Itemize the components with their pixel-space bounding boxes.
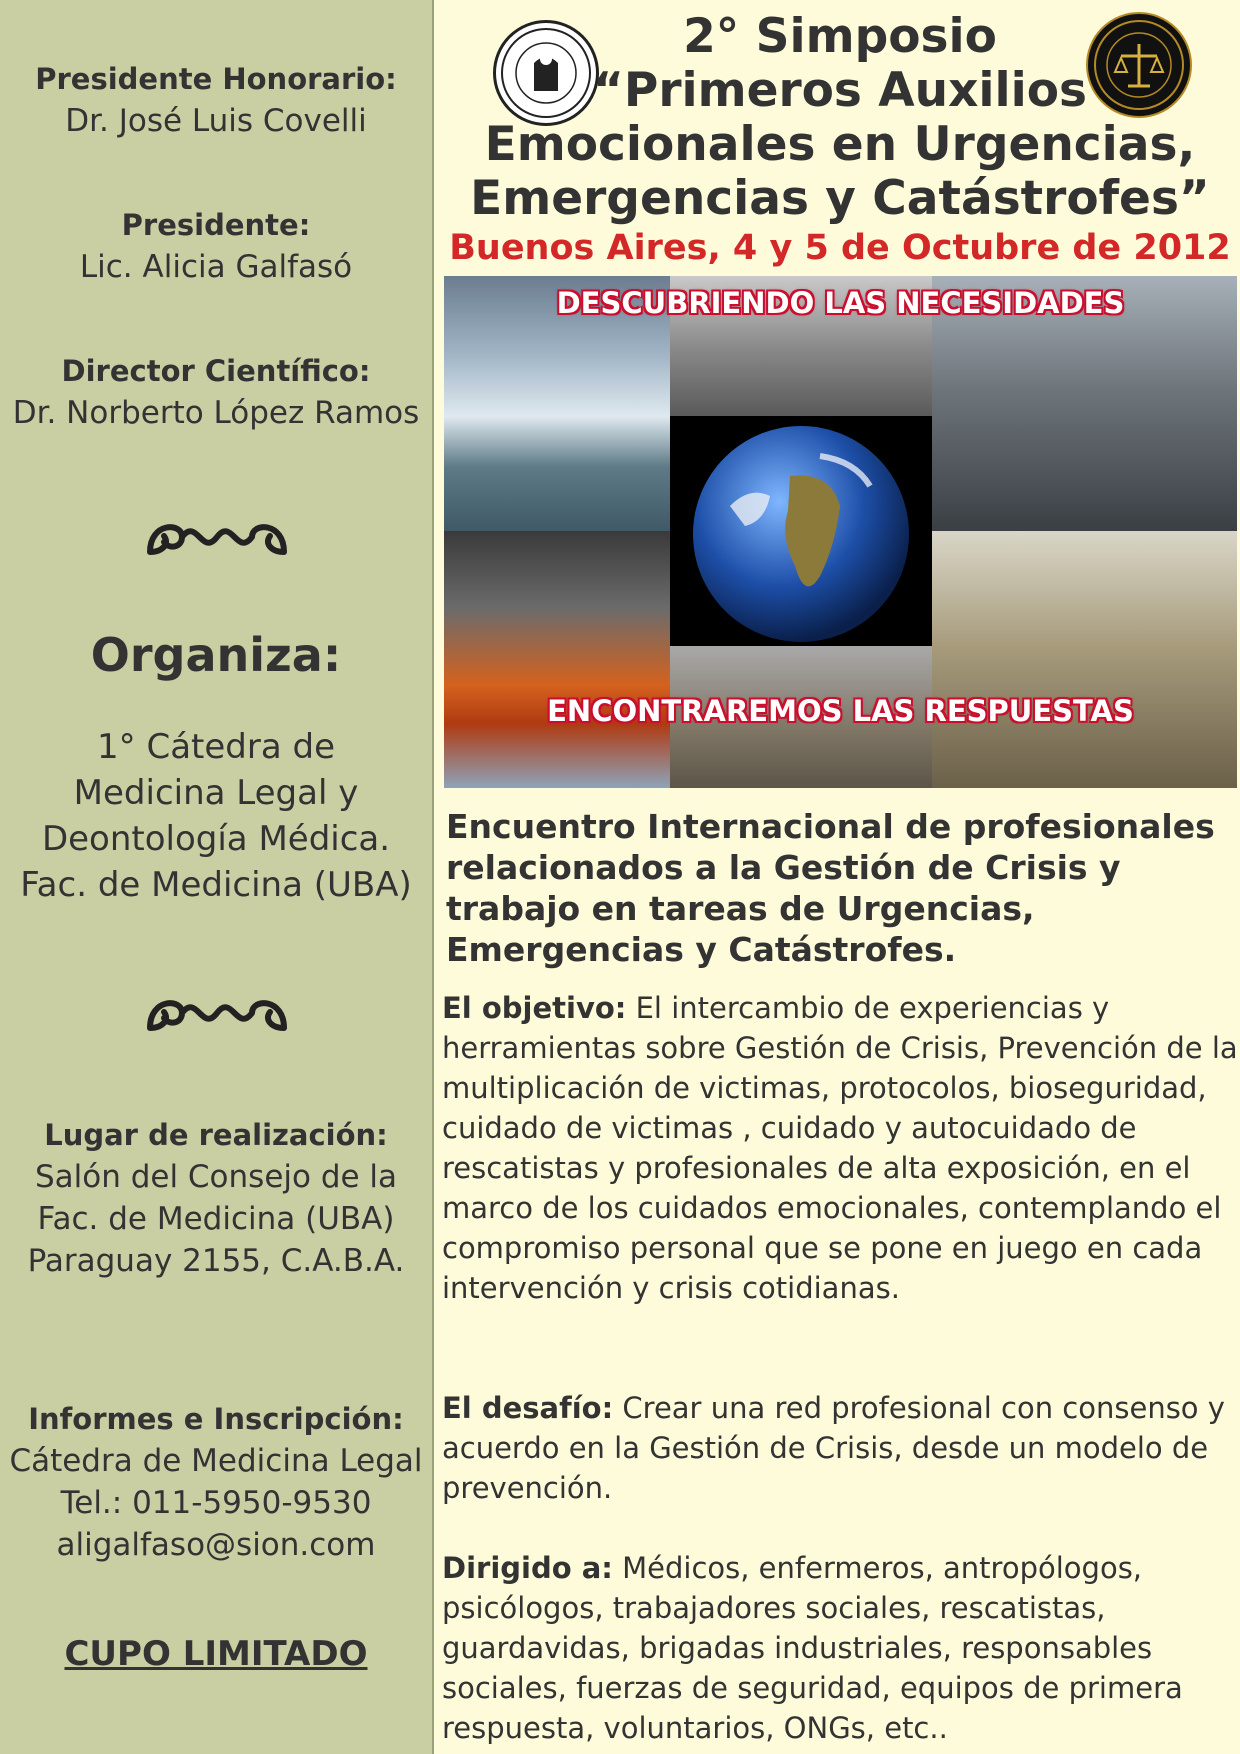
event-intro: Encuentro Internacional de profesionales relacionados a la Gestión de Crisis y trabajo en tareas de Urgencias, Emergencias y Catástrofes. [446,807,1215,969]
audience-label: Dirigido a: [442,1551,613,1585]
director-title: Director Científico: [61,354,371,388]
venue-title: Lugar de realización: [44,1118,388,1152]
challenge-paragraph [442,1388,1238,1508]
audience-text: Médicos, enfermeros, antropólogos, psicólogos, trabajadores sociales, rescatistas, guardavidas, brigadas industriales, responsables sociales, fuerzas de seguridad, equipos de primera respuesta, voluntarios, ONGs, etc.. [442,1551,1183,1745]
challenge-text: Crear una red profesional con consenso y acuerdo en la Gestión de Crisis, desde un modelo de prevención. [442,1391,1225,1505]
earth-photo [670,416,932,646]
ornament-divider-icon [142,512,292,562]
organizer-line: Fac. de Medicina (UBA) [20,865,412,905]
title-line: Emergencias y Catástrofes” [470,171,1210,226]
bombing-photo [932,531,1237,788]
collage-bottom-banner: ENCONTRAREMOS LAS RESPUESTAS [547,694,1134,728]
disaster-collage-image [444,276,1237,788]
objective-text: El intercambio de experiencias y herramientas sobre Gestión de Crisis, Prevención de la multiplicación de victimas, protocolos, bioseguridad, cuidado de victimas , cuidado y autocuidado de rescatistas y profesionales de alta exposición, en el marco de los cuidados emocionales, contemplando el compromiso personal que se pone en juego en cada intervención y crisis cotidianas. [442,991,1238,1305]
venue-line: Paraguay 2155, C.A.B.A. [27,1243,405,1279]
title-line: Emocionales en Urgencias, [484,117,1196,172]
scientific-director [0,350,432,434]
collage-top-banner: DESCUBRIENDO LAS NECESIDADES [556,286,1125,320]
venue-line: Fac. de Medicina (UBA) [37,1201,395,1237]
title-line: “Primeros Auxilios [592,63,1088,118]
organizer-line: Deontología Médica. [41,819,391,859]
honorary-president [0,58,432,142]
president-name: Lic. Alicia Galfasó [79,249,353,285]
info-title: Informes e Inscripción: [28,1402,404,1436]
challenge-label: El desafío: [442,1391,614,1425]
organizer-heading [0,628,432,682]
title-line: 2° Simposio [683,9,997,64]
venue [0,1114,432,1282]
info-phone: Tel.: 011-5950-9530 [60,1485,372,1521]
info-line: Cátedra de Medicina Legal [9,1443,423,1479]
president [0,204,432,288]
objective-label: El objetivo: [442,991,627,1025]
objective-paragraph [442,988,1238,1308]
registration-info [0,1398,432,1566]
honorary-name: Dr. José Luis Covelli [65,103,367,139]
info-email: aligalfaso@sion.com [56,1527,376,1563]
cupo-label: CUPO LIMITADO [64,1634,368,1674]
ornament-divider-icon [142,988,292,1038]
towers-photo [444,531,670,788]
organizer-line: Medicina Legal y [73,773,359,813]
president-title: Presidente: [121,208,311,242]
venue-line: Salón del Consejo de la [34,1159,398,1195]
sidebar [0,0,434,1754]
organiza-title: Organiza: [90,628,342,682]
symposium-header [440,10,1240,268]
audience-paragraph [442,1548,1238,1748]
organizer-details [0,724,432,908]
honorary-title: Presidente Honorario: [35,62,397,96]
event-date-location: Buenos Aires, 4 y 5 de Octubre de 2012 [449,228,1231,268]
limited-capacity [0,1634,432,1674]
director-name: Dr. Norberto López Ramos [12,395,420,431]
organizer-line: 1° Cátedra de [97,727,335,767]
